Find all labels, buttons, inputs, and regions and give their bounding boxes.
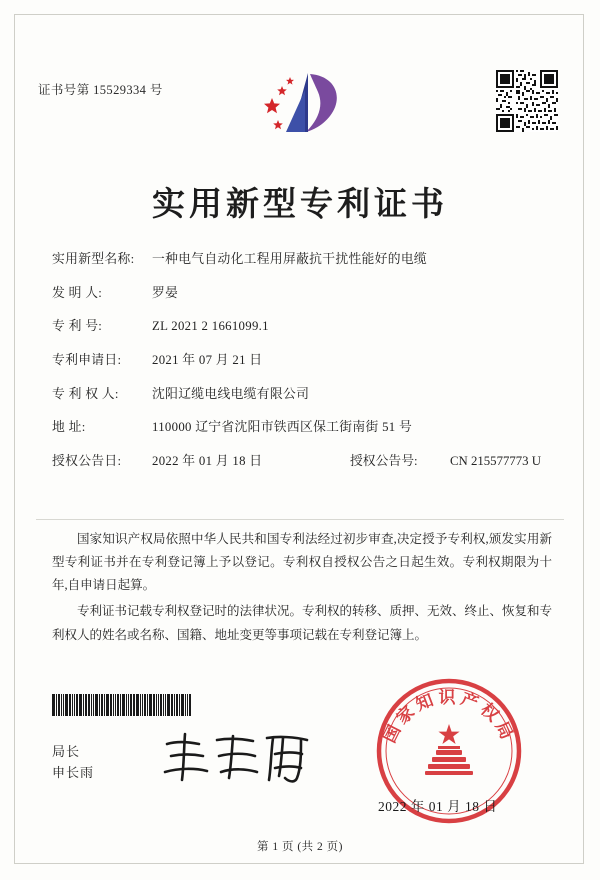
barcode-bar	[171, 694, 173, 716]
certificate-number: 证书号第 15529334 号	[38, 83, 163, 97]
barcode-bar	[95, 694, 98, 716]
field-value: 110000 辽宁省沈阳市铁西区保工街南街 51 号	[152, 420, 413, 435]
field-row-grant	[52, 452, 552, 471]
barcode-bar	[136, 694, 139, 716]
field-value-grant-number: CN 215577773 U	[450, 454, 542, 469]
barcode-bar	[91, 694, 92, 716]
field-value-grant-date: 2022 年 01 月 18 日	[152, 454, 263, 469]
field-label-grant-number: 授权公告号:	[350, 454, 418, 469]
barcode-bar	[189, 694, 191, 716]
field-value: 一种电气自动化工程用屏蔽抗干扰性能好的电缆	[152, 252, 428, 266]
field-value: 沈阳辽缆电线电缆有限公司	[152, 386, 310, 401]
field-row-address	[52, 418, 552, 437]
barcode-bar	[163, 694, 164, 716]
field-label: 实用新型名称:	[52, 252, 135, 266]
barcode-bar	[158, 694, 159, 716]
barcode-bar	[126, 694, 127, 716]
signature-block	[52, 742, 94, 784]
field-value: 罗晏	[152, 285, 179, 300]
barcode-bar	[74, 694, 75, 716]
barcode-bar	[153, 694, 155, 716]
barcode-bar	[128, 694, 129, 716]
barcode-bar	[79, 694, 82, 716]
barcode-bar	[52, 694, 55, 716]
barcode-bar	[185, 694, 186, 716]
barcode-bar	[179, 694, 180, 716]
barcode-bar	[142, 694, 143, 716]
barcode-bar	[88, 694, 90, 716]
field-label: 专 利 号:	[52, 319, 103, 334]
field-label: 专利申请日:	[52, 353, 122, 368]
page-footer: 第 1 页 (共 2 页)	[256, 841, 344, 853]
legal-text	[52, 528, 552, 650]
barcode-bar	[110, 694, 112, 716]
barcode-bar	[147, 694, 148, 716]
field-label: 专 利 权 人:	[52, 386, 119, 401]
field-row-patentee	[52, 385, 552, 404]
barcode-bar	[63, 694, 64, 716]
barcode-bar	[65, 694, 68, 716]
barcode-bar	[165, 694, 166, 716]
handwritten-signature-icon	[155, 726, 320, 788]
barcode-bar	[187, 694, 188, 716]
barcode-bar	[56, 694, 57, 716]
barcode-bar	[167, 694, 170, 716]
barcode-bar	[85, 694, 87, 716]
field-value: 2021 年 07 月 21 日	[152, 353, 263, 368]
page-title: 实用新型专利证书	[152, 184, 448, 223]
signature-name: 申长雨	[52, 764, 95, 780]
cnipa-logo-icon	[248, 68, 358, 140]
paragraph-1: 国家知识产权局依照中华人民共和国专利法经过初步审查,决定授予专利权,颁发实用新型专利证书并在专利登记簿上予以登记。专利权自授权公告之日起生效。专利权期限为十年,自申请日起算。	[52, 532, 552, 593]
barcode-bar	[120, 694, 121, 716]
field-label-grant-date: 授权公告日:	[52, 454, 122, 469]
seal-date: 2022 年 01 月 18 日	[378, 799, 498, 814]
barcode-bar	[176, 694, 178, 716]
barcode-bar	[115, 694, 116, 716]
field-row-application-date	[52, 351, 552, 370]
field-row-patent-number	[52, 317, 552, 336]
barcode-bar	[76, 694, 78, 716]
barcode-bar	[106, 694, 109, 716]
barcode	[52, 694, 212, 716]
barcode-bar	[181, 694, 184, 716]
barcode-bar	[133, 694, 135, 716]
barcode-bar	[83, 694, 84, 716]
barcode-bar	[156, 694, 157, 716]
paragraph-2: 专利证书记载专利权登记时的法律状况。专利权的转移、质押、无效、终止、恢复和专利权人的姓名或名称、国籍、地址变更等事项记载在专利登记簿上。	[52, 604, 553, 642]
barcode-bar	[122, 694, 125, 716]
field-label: 发 明 人:	[52, 285, 103, 300]
barcode-bar	[61, 694, 62, 716]
svg-text:国家知识产权局: 国家知识产权局	[379, 688, 519, 747]
barcode-bar	[160, 694, 162, 716]
divider	[36, 519, 564, 520]
signature-role: 局长	[52, 744, 81, 759]
barcode-bar	[99, 694, 100, 716]
field-row-name	[52, 250, 552, 269]
field-list	[52, 250, 552, 486]
barcode-bar	[117, 694, 119, 716]
barcode-bar	[130, 694, 132, 716]
barcode-bar	[101, 694, 103, 716]
barcode-bar	[69, 694, 71, 716]
barcode-bar	[104, 694, 105, 716]
barcode-bar	[149, 694, 152, 716]
field-label: 地 址:	[52, 420, 86, 435]
barcode-bar	[93, 694, 94, 716]
barcode-bar	[140, 694, 141, 716]
barcode-bar	[113, 694, 114, 716]
barcode-bar	[174, 694, 175, 716]
field-value: ZL 2021 2 1661099.1	[152, 319, 269, 334]
field-row-inventor	[52, 284, 552, 303]
barcode-bar	[72, 694, 73, 716]
barcode-bar	[58, 694, 60, 716]
qr-code-icon	[496, 70, 558, 132]
barcode-bar	[144, 694, 146, 716]
